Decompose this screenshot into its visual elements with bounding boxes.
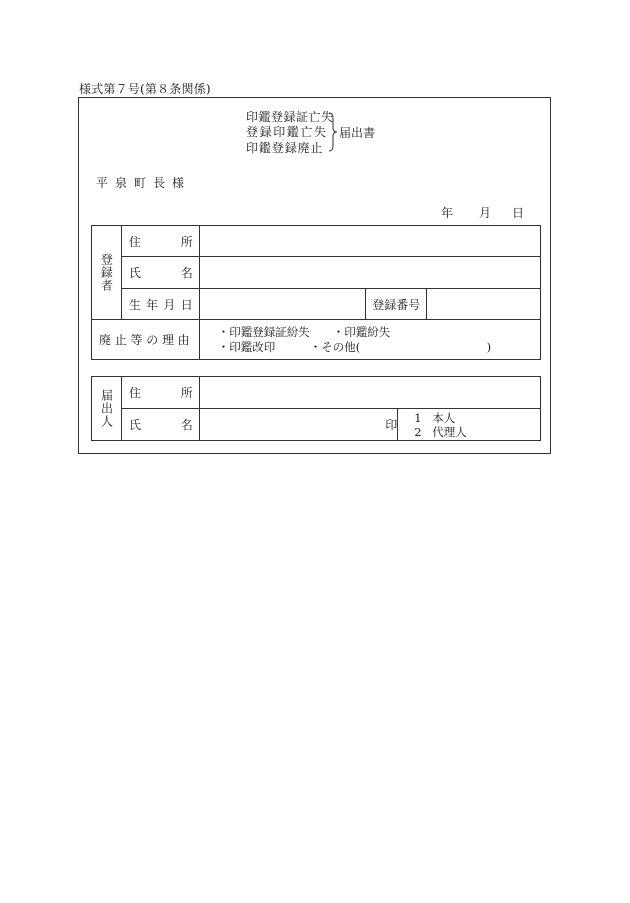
notifier-address-label-cell: 住 所 [121, 377, 199, 409]
registrant-side-label: 登録者 [99, 253, 114, 292]
title-suffix: 届出書 [339, 126, 376, 140]
title-line-seal-lost: 登録印鑑亡失 [246, 125, 328, 139]
birthdate-label-cell: 生 年 月 日 [121, 289, 199, 320]
registrant-side-cell [92, 226, 122, 320]
title-line-certificate-lost: 印鑑登録証亡失 [246, 110, 334, 124]
registrant-table [91, 225, 541, 360]
notifier-relation-cell[interactable] [398, 409, 541, 441]
reg-number-field[interactable] [427, 289, 541, 320]
notifier-name-field[interactable] [199, 409, 397, 441]
notifier-side-cell [92, 377, 122, 441]
notifier-name-label-cell: 氏 名 [121, 409, 199, 441]
reason-options-line2: ・印鑑改印 ・その他( ) [217, 339, 492, 354]
registrant-address-field[interactable] [199, 226, 540, 257]
reason-options-cell[interactable] [199, 320, 540, 360]
date-day-label: 日 [512, 206, 525, 220]
date-month-label: 月 [479, 206, 492, 220]
seal-mark: 印 [385, 418, 398, 432]
addressee: 平泉町長様 [96, 176, 192, 190]
relation-option-agent[interactable]: 2 代理人 [414, 424, 467, 439]
address-label-cell: 住 所 [121, 226, 199, 257]
birthdate-field[interactable] [199, 289, 366, 320]
notifier-side-label: 届出人 [99, 389, 114, 428]
notifier-table [91, 376, 541, 441]
reason-label-cell: 廃 止 等 の 理 由 [92, 320, 200, 360]
reg-number-label: 登録番号 [366, 289, 427, 320]
reason-options-line1: ・印鑑登録証紛失 ・印鑑紛失 [217, 324, 391, 339]
relation-option-self[interactable]: 1 本人 [414, 410, 456, 425]
form-number-label: 様式第７号(第８条関係) [79, 82, 211, 96]
notifier-address-field[interactable] [199, 377, 540, 409]
right-brace-icon [328, 112, 338, 152]
date-year-label: 年 [441, 206, 454, 220]
title-line-registration-abolished: 印鑑登録廃止 [246, 141, 324, 155]
name-label-cell: 氏 名 [121, 257, 199, 289]
registrant-name-field[interactable] [199, 257, 540, 289]
